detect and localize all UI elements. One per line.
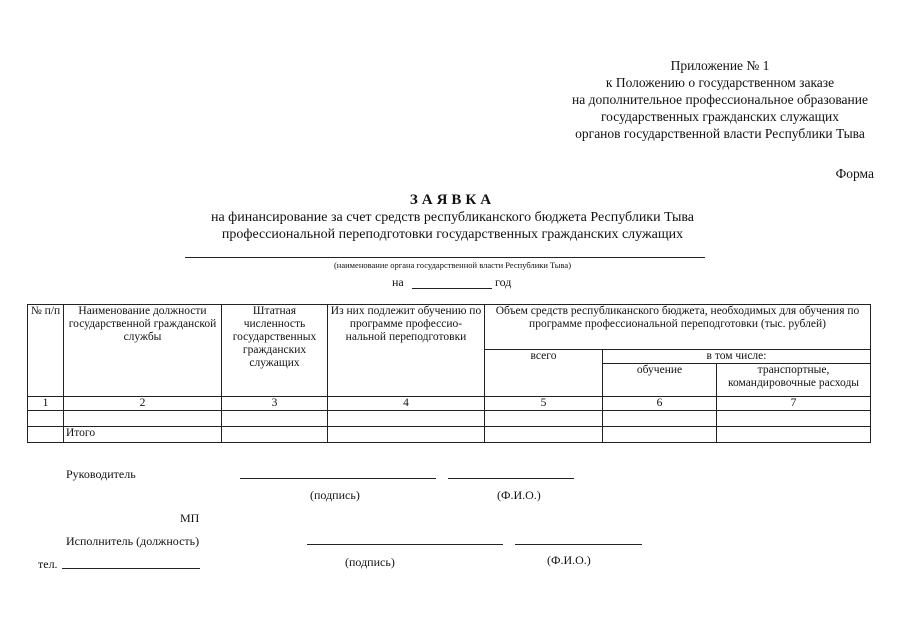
table-row	[28, 411, 871, 427]
year-prefix: на	[392, 275, 404, 289]
table-cell[interactable]	[603, 427, 717, 443]
table-cell[interactable]	[603, 411, 717, 427]
form-label: Форма	[835, 166, 874, 181]
header-including: в том числе:	[603, 350, 871, 364]
appendix-line: на дополнительное профессиональное образование	[572, 92, 868, 107]
table-cell[interactable]	[717, 427, 871, 443]
year-suffix: год	[495, 275, 512, 289]
org-name-line	[185, 257, 705, 258]
head-signature-line[interactable]	[240, 478, 436, 479]
table-cell[interactable]	[28, 427, 64, 443]
header-total: всего	[485, 350, 603, 397]
header-staff: Штатная численность государственных гражданских служащих	[222, 305, 328, 397]
head-signature-caption: (подпись)	[310, 488, 360, 502]
head-name-line[interactable]	[448, 478, 574, 479]
table-cell[interactable]	[328, 411, 485, 427]
column-number: 6	[603, 397, 717, 411]
total-row-label: Итого	[64, 427, 222, 443]
year-line	[412, 288, 492, 289]
header-trained: Из них подлежит обучению по программе профессио-нальной переподготовки	[328, 305, 485, 397]
head-label: Руководитель	[66, 467, 136, 481]
table-cell[interactable]	[64, 411, 222, 427]
header-row	[28, 305, 871, 350]
column-number: 3	[222, 397, 328, 411]
table-cell[interactable]	[485, 411, 603, 427]
table-cell[interactable]	[222, 427, 328, 443]
document-title: ЗАЯВКА	[409, 192, 496, 208]
head-name-caption: (Ф.И.О.)	[497, 488, 541, 502]
phone-line[interactable]	[62, 568, 200, 569]
phone-label: тел.	[38, 557, 58, 571]
table-cell[interactable]	[222, 411, 328, 427]
appendix-block	[572, 57, 868, 142]
column-number: 2	[64, 397, 222, 411]
column-number: 4	[328, 397, 485, 411]
total-row	[28, 427, 871, 443]
table-cell[interactable]	[328, 427, 485, 443]
subtitle-line: профессиональной переподготовки государственных гражданских служащих	[221, 227, 684, 242]
executor-signature-caption: (подпись)	[345, 555, 395, 569]
column-number: 1	[28, 397, 64, 411]
header-training: обучение	[603, 364, 717, 397]
header-travel: транспортные, командировочные расходы	[717, 364, 871, 397]
header-budget: Объем средств республиканского бюджета, необходимых для обучения по программе профессиональной переподготовки (тыс. рублей)	[485, 305, 871, 350]
header-num: № п/п	[28, 305, 64, 397]
table-cell[interactable]	[485, 427, 603, 443]
header-position: Наименование должности государственной гражданской службы	[64, 305, 222, 397]
executor-name-line[interactable]	[515, 544, 642, 545]
executor-label: Исполнитель (должность)	[66, 534, 200, 548]
table-cell[interactable]	[717, 411, 871, 427]
executor-name-caption: (Ф.И.О.)	[547, 553, 591, 567]
column-number-row	[28, 397, 871, 411]
appendix-line: органов государственной власти Республики Тыва	[575, 126, 865, 141]
appendix-line: Приложение № 1	[670, 58, 770, 73]
column-number: 5	[485, 397, 603, 411]
stamp-label: МП	[180, 511, 200, 525]
subtitle-line: на финансирование за счет средств республиканского бюджета Республики Тыва	[210, 210, 695, 225]
appendix-line: государственных гражданских служащих	[600, 109, 840, 124]
org-name-caption: (наименование органа государственной власти Республики Тыва)	[333, 260, 572, 270]
executor-signature-line[interactable]	[307, 544, 503, 545]
column-number: 7	[717, 397, 871, 411]
table-cell[interactable]	[28, 411, 64, 427]
appendix-line: к Положению о государственном заказе	[605, 75, 835, 90]
request-table	[27, 304, 871, 443]
